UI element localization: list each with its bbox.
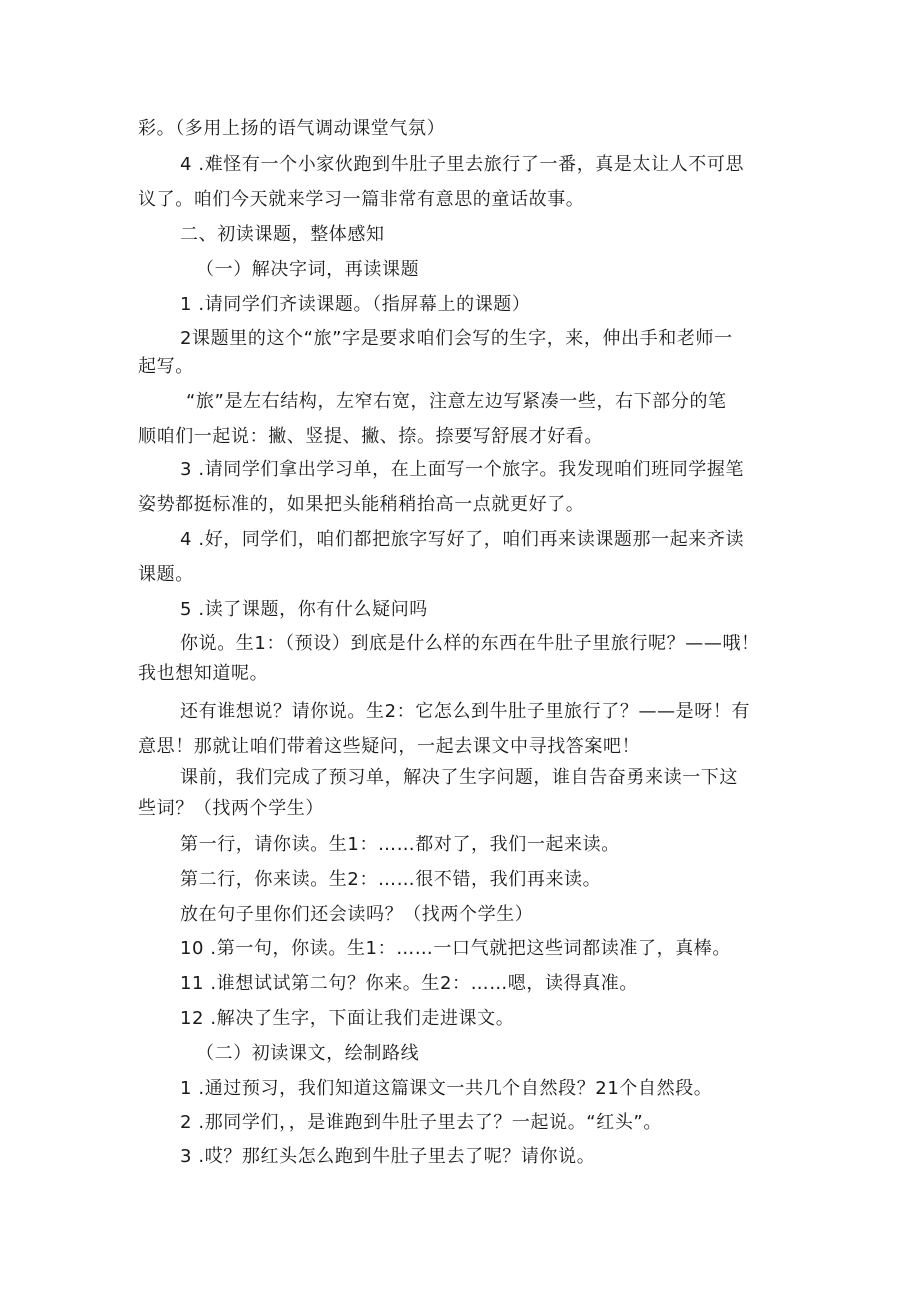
text-line: 放在句子里你们还会读吗？（找两个学生）	[180, 904, 534, 925]
text-line: 3 .请同学们拿出学习单，在上面写一个旅字。我发现咱们班同学握笔	[180, 459, 745, 480]
text-line: 12 .解决了生字，下面让我们走进课文。	[180, 1008, 515, 1029]
text-line: 4 .难怪有一个小家伙跑到牛肚子里去旅行了一番，真是太让人不可思	[180, 154, 745, 175]
section-heading: 二、初读课题，整体感知	[180, 224, 385, 245]
text-line: 5 .读了课题，你有什么疑问吗	[180, 599, 428, 620]
text-line: 课题。	[138, 564, 194, 585]
text-line: 11 .谁想试试第二句？你来。生2：……嗯，读得真准。	[180, 973, 638, 994]
text-line: 还有谁想说？请你说。生2：它怎么到牛肚子里旅行了？——是呀！有	[180, 701, 751, 722]
text-line: 彩。（多用上扬的语气调动课堂气氛）	[138, 118, 446, 139]
text-line: 10 .第一句，你读。生1：……一口气就把这些词都读准了，真棒。	[180, 938, 731, 959]
text-line: “旅”是左右结构，左窄右宽，注意左边写紧凑一些，右下部分的笔	[186, 391, 727, 412]
text-line: 议了。咱们今天就来学习一篇非常有意思的童话故事。	[138, 189, 585, 210]
text-line: 第一行，请你读。生1：……都对了，我们一起来读。	[180, 834, 620, 855]
text-line: 课前，我们完成了预习单，解决了生字问题，谁自告奋勇来读一下这	[180, 767, 738, 788]
subsection-heading: （二）初读课文，绘制路线	[196, 1043, 420, 1064]
text-line: 顺咱们一起说：撇、竖提、撇、捺。捺要写舒展才好看。	[138, 426, 603, 447]
text-line: 1 .通过预习，我们知道这篇课文一共几个自然段？21个自然段。	[180, 1078, 713, 1099]
text-line: 意思！那就让咱们带着这些疑问，一起去课文中寻找答案吧！	[138, 736, 641, 757]
text-line: 你说。生1：（预设）到底是什么样的东西在牛肚子里旅行呢？——哦！	[180, 633, 760, 654]
text-line: 我也想知道呢。	[138, 663, 269, 684]
text-line: 2 .那同学们，，是谁跑到牛肚子里去了？一起说。“红头”。	[180, 1112, 662, 1133]
text-line: 些词？（找两个学生）	[138, 798, 324, 819]
text-line: 第二行，你来读。生2：……很不错，我们再来读。	[180, 869, 602, 890]
text-line: 4 .好，同学们，咱们都把旅字写好了，咱们再来读课题那一起来齐读	[180, 529, 745, 550]
text-line: 1 .请同学们齐读课题。（指屏幕上的课题）	[180, 294, 531, 315]
subsection-heading: （一）解决字词，再读课题	[196, 259, 420, 280]
text-line: 姿势都挺标准的，如果把头能稍稍抬高一点就更好了。	[138, 494, 585, 515]
text-line: 起写。	[138, 356, 194, 377]
text-line: 3 .哎？那红头怎么跑到牛肚子里去了呢？请你说。	[180, 1146, 596, 1167]
text-line: 2课题里的这个“旅”字是要求咱们会写的生字，来，伸出手和老师一	[180, 328, 733, 349]
